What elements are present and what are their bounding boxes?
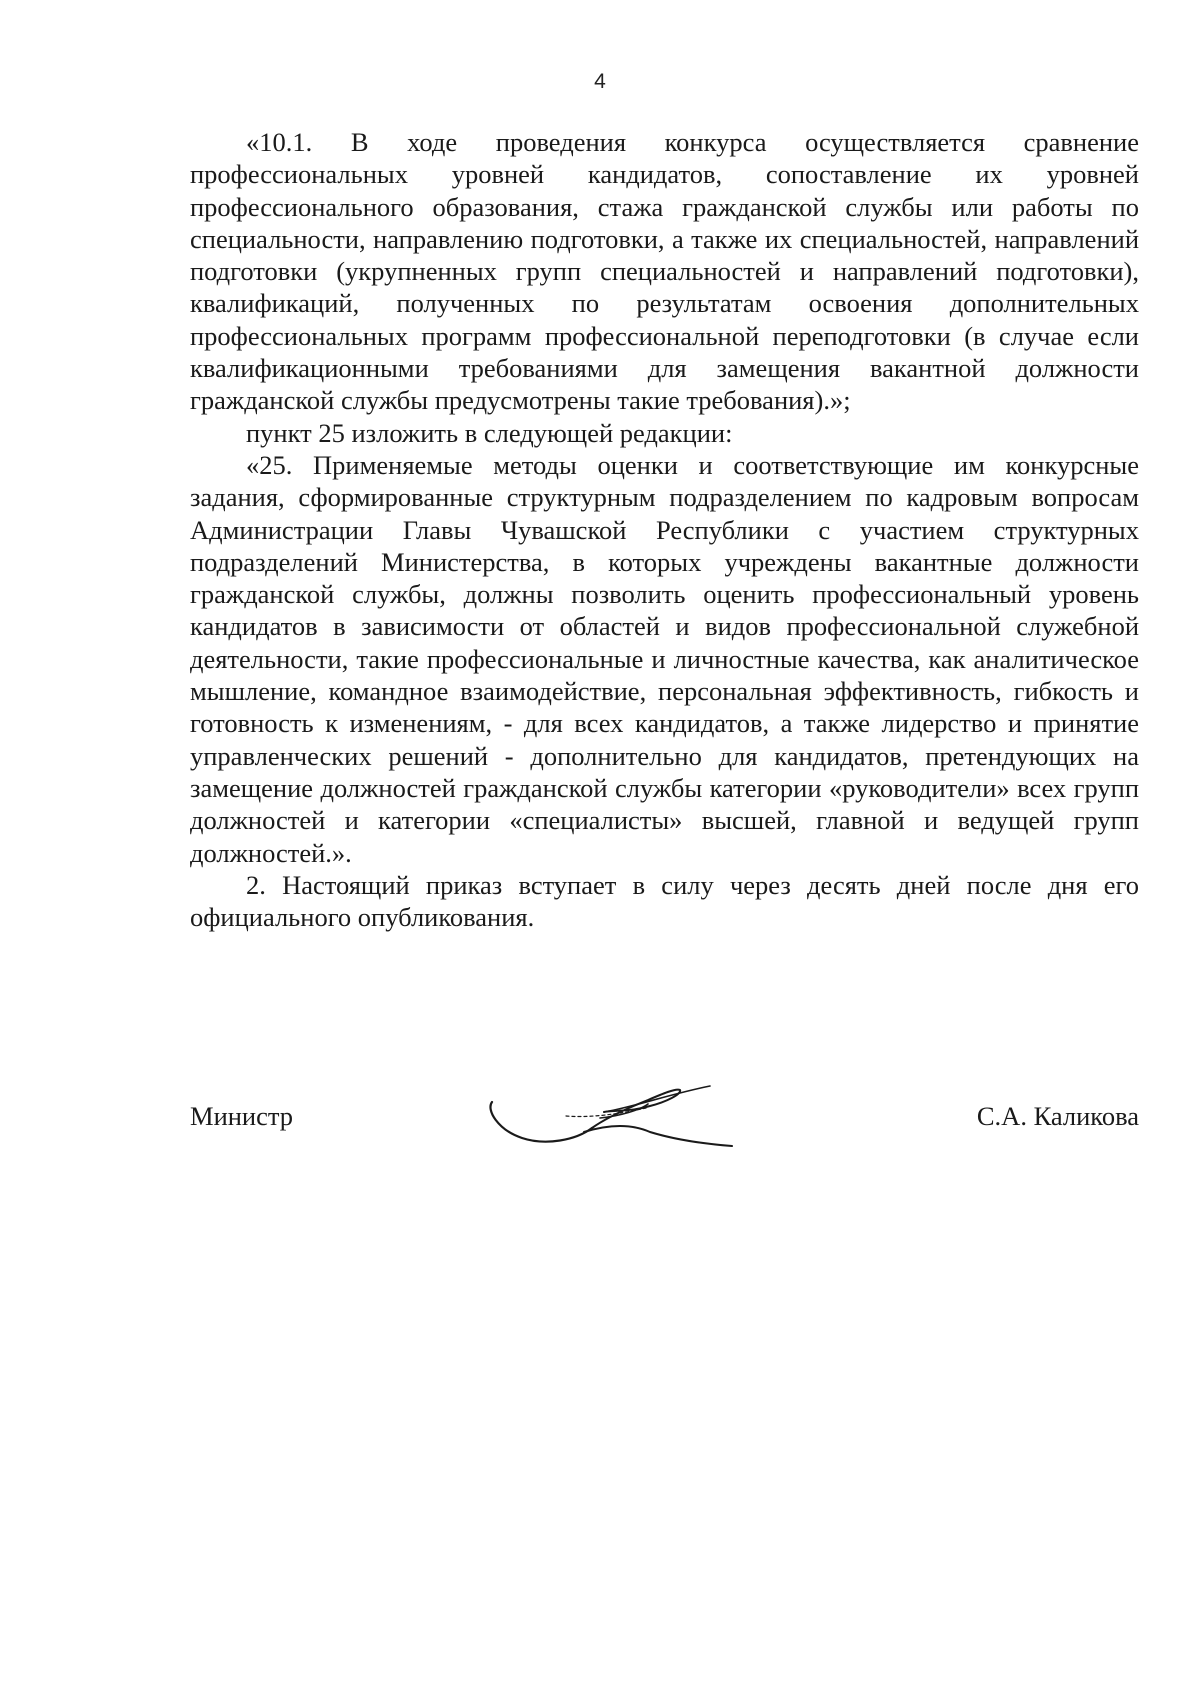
document-body [190,126,1139,933]
page-number: 4 [594,70,606,93]
paragraph-instruction: пункт 25 изложить в следующей редакции: [246,417,733,448]
paragraph-10-1: «10.1. В ходе проведения конкурса осуществляется сравнение профессиональных уровней кандидатов, сопоставление их уровней профессионального образования, стажа гражданской службы или работы по специальности, направлению подготовки, а также их специальностей, направлений подготовки (укрупненных групп специальностей и направлений подготовки), квалификаций, полученных по результатам освоения дополнительных профессиональных программ профессиональной переподготовки (в случае если квалификационными требованиями для замещения вакантной должности гражданской службы предусмотрены такие требования).»; [190,127,1139,416]
signatory-name: С.А. Каликова [976,1101,1139,1131]
paragraph-effective-date: 2. Настоящий приказ вступает в силу через десять дней после дня его официального опубликования. [190,869,1139,933]
signatory-title: Министр [190,1101,294,1131]
handwritten-signature [480,1080,740,1190]
signature-block [190,1100,1139,1200]
paragraph-25: «25. Применяемые методы оценки и соответствующие им конкурсные задания, сформированные структурным подразделением по кадровым вопросам Администрации Главы Чувашской Республики с участием структурных подразделений Министерства, в которых учреждены вакантные должности гражданской службы, должны позволить оценить профессиональный уровень кандидатов в зависимости от областей и видов профессиональной служебной деятельности, такие профессиональные и личностные качества, как аналитическое мышление, командное взаимодействие, персональная эффективность, гибкость и готовность к изменениям, - для всех кандидатов, а также лидерство и принятие управленческих решений - дополнительно для кандидатов, претендующих на замещение должностей гражданской службы категории «руководители» всех групп должностей и категории «специалисты» высшей, главной и ведущей групп должностей.». [190,449,1139,868]
